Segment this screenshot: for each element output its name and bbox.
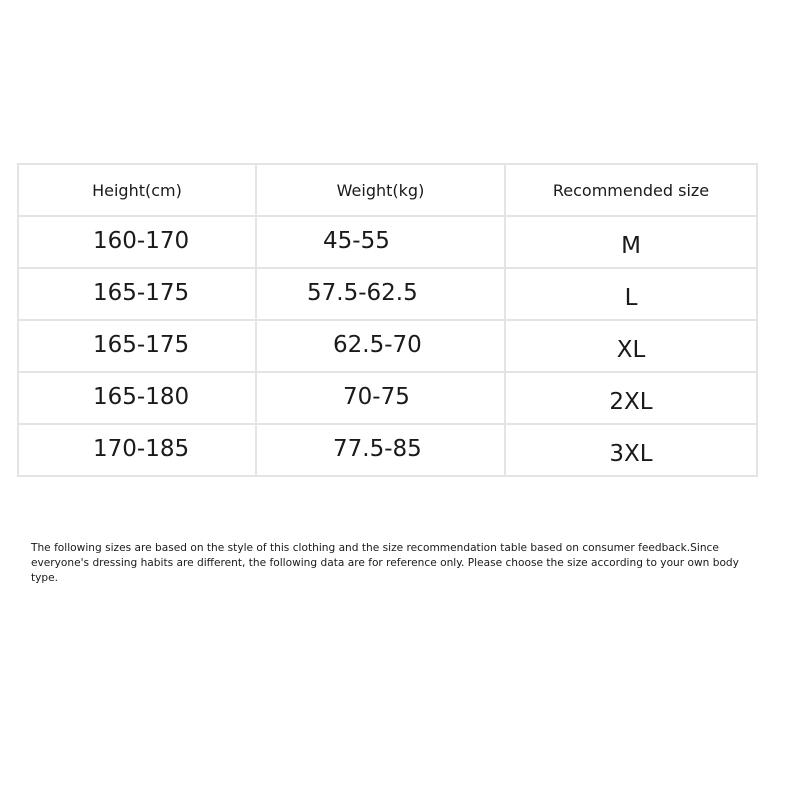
weight-cell: 62.5-70 xyxy=(256,320,505,372)
table-row xyxy=(18,424,757,476)
weight-cell: 57.5-62.5 xyxy=(256,268,505,320)
table-header xyxy=(18,164,757,216)
weight-cell: 45-55 xyxy=(256,216,505,268)
weight-cell: 77.5-85 xyxy=(256,424,505,476)
height-cell: 170-185 xyxy=(18,424,256,476)
weight-cell: 70-75 xyxy=(256,372,505,424)
size-cell: M xyxy=(505,216,757,268)
table-row xyxy=(18,268,757,320)
size-cell: 2XL xyxy=(505,372,757,424)
height-cell: 160-170 xyxy=(18,216,256,268)
header-height: Height(cm) xyxy=(18,164,256,216)
table-row xyxy=(18,216,757,268)
header-weight: Weight(kg) xyxy=(256,164,505,216)
table-row xyxy=(18,320,757,372)
size-cell: 3XL xyxy=(505,424,757,476)
header-recommended-size: Recommended size xyxy=(505,164,757,216)
size-cell: XL xyxy=(505,320,757,372)
height-cell: 165-175 xyxy=(18,320,256,372)
size-chart-table xyxy=(17,163,758,477)
size-cell: L xyxy=(505,268,757,320)
height-cell: 165-175 xyxy=(18,268,256,320)
header-row xyxy=(18,164,757,216)
height-cell: 165-180 xyxy=(18,372,256,424)
size-disclaimer-text: The following sizes are based on the style of this clothing and the size recommendation table based on consumer feedback.Since everyone's dressing habits are different, the following data are for reference only. Please choose the size according to your own body type. xyxy=(31,542,739,584)
table-row xyxy=(18,372,757,424)
table-body xyxy=(18,216,757,476)
